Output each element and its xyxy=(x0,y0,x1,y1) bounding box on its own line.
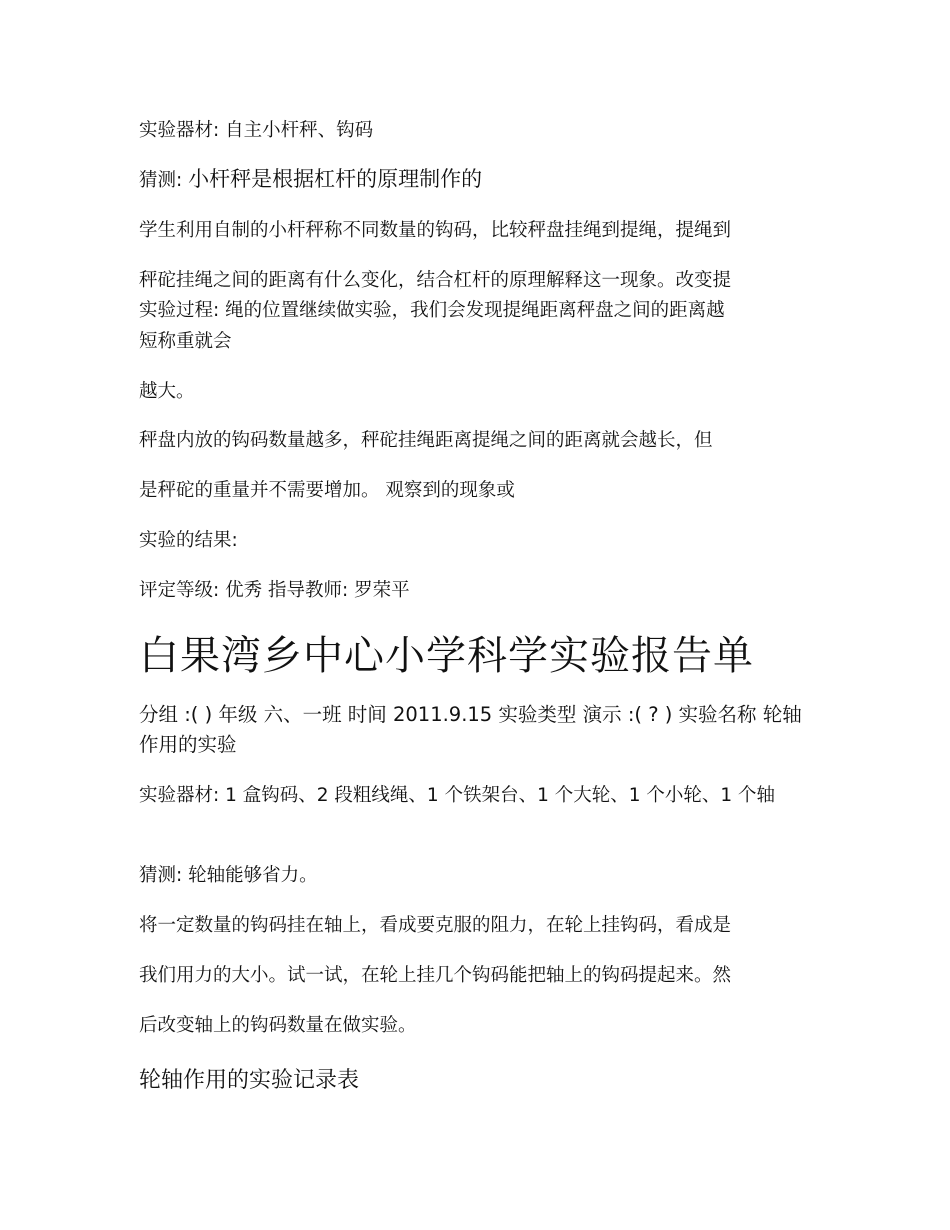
result-label: 实验的结果: xyxy=(139,530,238,551)
guess-line xyxy=(139,164,819,196)
guess-label: 猜测: xyxy=(139,170,189,191)
record-table-title: 轮轴作用的实验记录表 xyxy=(139,1068,360,1093)
guess-text: 小杆秤是根据杠杆的原理制作的 xyxy=(188,167,483,191)
observation-line-1: 秤盘内放的钩码数量越多，秤砣挂绳距离提绳之间的距离就会越长，但 xyxy=(139,430,713,451)
process-line-1: 学生利用自制的小杆秤称不同数量的钩码，比较秤盘挂绳到提绳，提绳到 xyxy=(139,220,732,241)
process-line-5: 越大。 xyxy=(139,381,195,402)
process2-line-1: 将一定数量的钩码挂在轴上，看成要克服的阻力，在轮上挂钩码，看成是 xyxy=(139,915,732,936)
grade-line: 评定等级: 优秀 指导教师: 罗荣平 xyxy=(139,580,410,601)
process2-line-3: 后改变轴上的钩码数量在做实验。 xyxy=(139,1015,417,1036)
equipment-line: 实验器材: 自主小杆秤、钩码 xyxy=(139,120,374,141)
report-meta: 分组 :( ) 年级 六、一班 时间 2011.9.15 实验类型 演示 :( ? ) 实验名称 轮轴作用的实验 xyxy=(139,703,802,756)
guess-line-2: 猜测: 轮轴能够省力。 xyxy=(139,865,318,886)
process-line-2: 秤砣挂绳之间的距离有什么变化，结合杠杆的原理解释这一现象。改变提 xyxy=(139,270,732,291)
equipment-line-2: 实验器材: 1 盒钩码、2 段粗线绳、1 个铁架台、1 个大轮、1 个小轮、1 个轴 xyxy=(139,785,776,806)
process-line-4: 短称重就会 xyxy=(139,331,232,352)
report-title: 白果湾乡中心小学科学实验报告单 xyxy=(139,633,754,679)
process-line-3: 实验过程: 绳的位置继续做实验，我们会发现提绳距离秤盘之间的距离越 xyxy=(139,300,725,321)
observation-line-2: 是秤砣的重量并不需要增加。 观察到的现象或 xyxy=(139,480,515,501)
process2-line-2: 我们用力的大小。试一试，在轮上挂几个钩码能把轴上的钩码提起来。然 xyxy=(139,965,732,986)
